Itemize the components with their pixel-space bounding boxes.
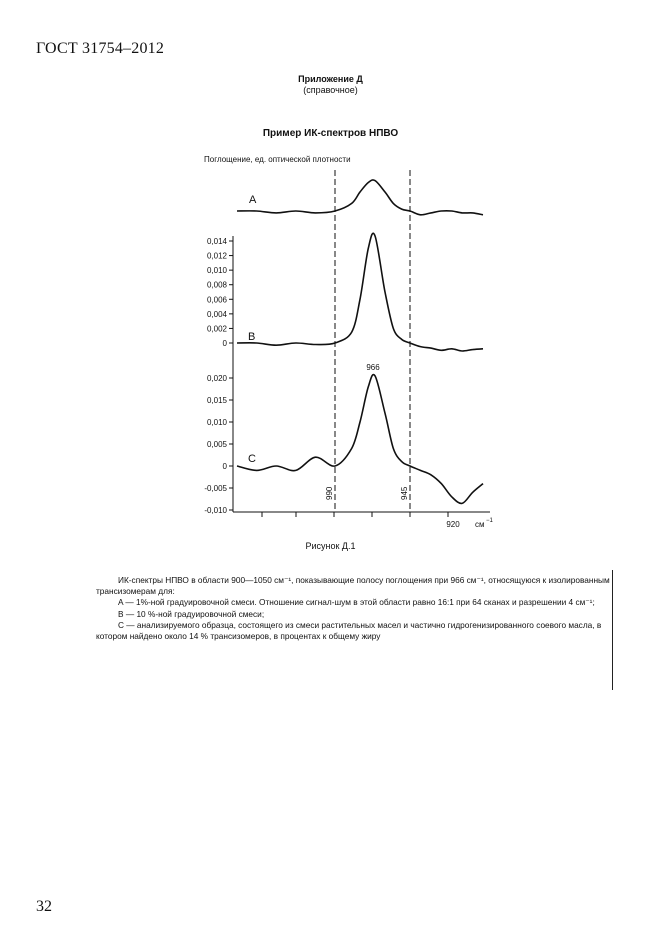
x-unit-label: см: [475, 520, 485, 529]
margin-rule: [612, 570, 613, 690]
paragraph-intro: ИК-спектры НПВО в области 900—1050 см⁻¹, показывающие полосу поглощения при 966 см⁻¹, относящуюся к изолированным трансизомерам для:: [96, 575, 610, 597]
curve-label-A: A: [249, 194, 257, 206]
reference-lines: [325, 170, 410, 512]
y-tick-label-c: 0,010: [206, 418, 227, 427]
spectrum-curve-A: [237, 180, 483, 215]
annex-title: Приложение Д: [298, 74, 363, 84]
figure-caption: Рисунок Д.1: [305, 541, 356, 551]
y-tick-label-b: 0,014: [206, 237, 227, 246]
x-tick-label: 920: [446, 520, 460, 529]
standard-header: ГОСТ 31754–2012: [36, 40, 165, 57]
x-unit-exponent: −1: [486, 518, 493, 524]
y-axis-label: Поглощение, ед. оптической плотности: [204, 155, 351, 164]
spectrum-curve-B: [237, 233, 483, 351]
reference-label-945: 945: [400, 486, 409, 500]
y-tick-label-b: 0,004: [206, 309, 227, 319]
y-tick-label-b: 0: [222, 339, 227, 348]
y-tick-label-b: 0,012: [206, 251, 227, 261]
curve-label-C: C: [248, 453, 256, 465]
y-tick-label-c: 0: [222, 462, 227, 471]
page-number: 32: [36, 898, 52, 915]
axes-group: [204, 236, 493, 529]
reference-label-990: 990: [325, 486, 334, 500]
y-tick-label-c: 0,020: [206, 374, 227, 383]
annex-subtitle: (справочное): [303, 85, 358, 95]
y-tick-label-b: 0,006: [206, 295, 227, 305]
paragraph-b: B — 10 %-ной градуировочной смеси;: [118, 608, 265, 619]
paragraph-c: C — анализируемого образца, состоящего из смеси растительных масел и частично гидрогенизированного соевого масла, в котором найдено около 14 % трансизомеров, в процентах к общему жиру: [96, 619, 602, 642]
y-tick-label-b: 0,008: [206, 280, 227, 290]
paragraph-a: A — 1%-ной градуировочной смеси. Отношение сигнал-шум в этой области равно 16:1 при 64 сканах и разрешении 4 см⁻¹;: [118, 597, 595, 608]
description-text: [96, 575, 618, 642]
curve-label-B: B: [248, 331, 256, 343]
y-tick-label-b: 0,002: [206, 324, 227, 334]
y-tick-label-c: -0,005: [204, 484, 227, 493]
peak-label-966: 966: [366, 363, 380, 372]
y-tick-label-c: 0,005: [206, 440, 227, 449]
spectrum-curve-C: [237, 375, 483, 504]
y-tick-label-c: -0,010: [204, 506, 227, 515]
curve-labels: [248, 194, 380, 465]
figure-title: Пример ИК-спектров НПВО: [262, 128, 399, 139]
y-tick-label-b: 0,010: [206, 266, 227, 276]
spectra-curves: [237, 180, 483, 504]
y-tick-label-c: 0,015: [206, 396, 227, 405]
